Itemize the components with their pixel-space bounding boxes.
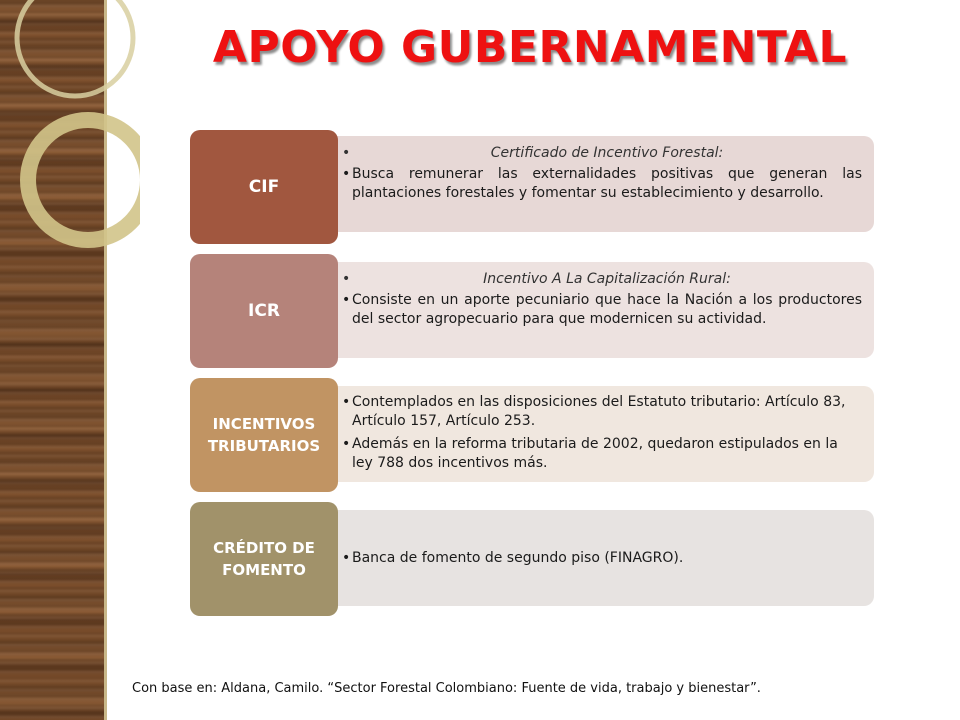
incentivos-item-1: • Contemplados en las disposiciones del Estatuto tributario: Artículo 83, Artículo 157, Artículo 253.	[352, 393, 862, 431]
tag-icr-label: ICR	[248, 301, 280, 321]
incentivos-list	[340, 393, 862, 473]
incentivos-item-2: • Además en la reforma tributaria de 2002, quedaron estipulados en la ley 788 dos incentivos más.	[352, 435, 862, 473]
cif-heading: • Certificado de Incentivo Forestal:	[352, 144, 862, 163]
tag-incentivos-label: INCENTIVOS TRIBUTARIOS	[207, 415, 321, 455]
tag-icr	[190, 254, 338, 368]
source-footer: Con base en: Aldana, Camilo. “Sector Forestal Colombiano: Fuente de vida, trabajo y bienestar”.	[132, 681, 761, 696]
panel-cif	[318, 136, 874, 232]
tag-cif-label: CIF	[248, 177, 280, 197]
credito-list	[340, 549, 683, 568]
cif-description: • Busca remunerar las externalidades positivas que generan las plantaciones forestales y fomentar su establecimiento y desarrollo.	[352, 165, 862, 203]
credito-item-1: • Banca de fomento de segundo piso (FINAGRO).	[352, 549, 683, 568]
tag-cif	[190, 130, 338, 244]
panel-icr	[318, 262, 874, 358]
panel-incentivos	[318, 386, 874, 482]
decorative-rings	[0, 0, 140, 260]
cif-list	[340, 144, 862, 203]
tag-credito	[190, 502, 338, 616]
tag-credito-label: CRÉDITO DE FOMENTO	[213, 539, 315, 579]
slide-title: APOYO GUBERNAMENTAL	[212, 22, 848, 73]
panel-credito	[318, 510, 874, 606]
icr-heading: • Incentivo A La Capitalización Rural:	[352, 270, 862, 289]
icr-description: • Consiste en un aporte pecuniario que hace la Nación a los productores del sector agropecuario para que modernicen su actividad.	[352, 291, 862, 329]
icr-list	[340, 270, 862, 329]
tag-incentivos	[190, 378, 338, 492]
